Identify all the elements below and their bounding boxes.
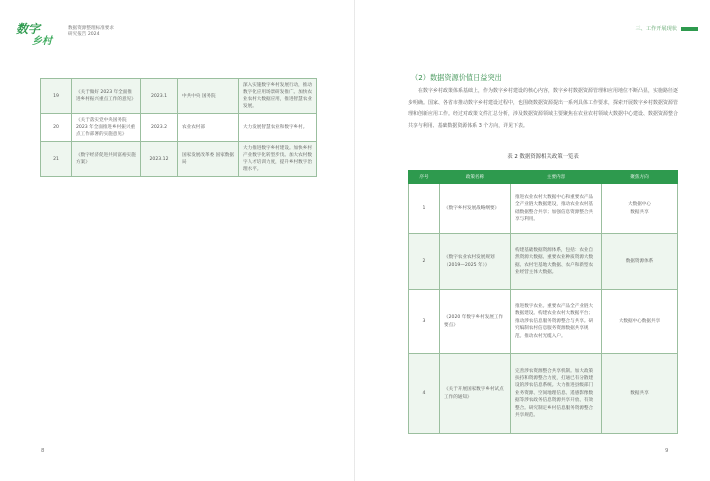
table-row xyxy=(41,114,317,142)
policy-name: 《关于开展国家数字乡村试点工作的通知》 xyxy=(440,354,511,434)
section-title: （2）数据资源价值日益突出 xyxy=(411,73,502,82)
logo-text-bottom: 乡村 xyxy=(32,36,52,46)
section-header xyxy=(635,25,698,32)
policy-name: 《数字经济促进共同富裕实施方案》 xyxy=(72,142,141,177)
policy-content: 构建基础数据资源体系，包括：农业自然资源大数据、重要农业种质资源大数据、农村宅基地大数据、农户和新型农业经营主体大数据。 xyxy=(511,234,602,290)
table-row xyxy=(409,290,678,354)
policy-name: 《关于落实党中央国务院 2023 年全面推进乡村振兴重点工作部署的实施意见》 xyxy=(72,114,141,142)
row-number: 19 xyxy=(41,79,72,114)
policy-content: 大力推进数字乡村建设。加快乡村产业数字化转型步伐。加大农村数字人才培训力度，提升乡村数字治理水平。 xyxy=(239,142,317,177)
focus-direction: 大数据中心数据共享 xyxy=(602,290,678,354)
table-row xyxy=(409,184,678,234)
policy-content: 推进农业农村大数据中心和重要农产品全产业链大数据建设，推动农业农村基础数据整合共享；加强信息资源整合共享与利用。 xyxy=(511,184,602,234)
col-header-number: 序号 xyxy=(409,171,440,184)
table-row xyxy=(409,354,678,434)
policy-org: 中共中央 国务院 xyxy=(178,79,239,114)
row-number: 3 xyxy=(409,290,440,354)
policy-content: 深入实施数字乡村发展行动，推动数字化应用场景研发推广。加快农业农村大数据应用，推进智慧农业发展。 xyxy=(239,79,317,114)
page-number-right: 9 xyxy=(665,448,669,454)
policy-content: 大力发展智慧农业和数字乡村。 xyxy=(239,114,317,142)
row-number: 1 xyxy=(409,184,440,234)
policy-org: 农业农村部 xyxy=(178,114,239,142)
table-header-row xyxy=(409,171,678,184)
policy-content: 推进数字农业。重要农产品全产业链大数据建设。构建农业农村大数据平台；推动涉农信息服务资源整合与共享。研究编制农村信息服务资源数据共享规范。推动农村光缆入户。 xyxy=(511,290,602,354)
table-row xyxy=(409,234,678,290)
section-header-text: 三、工作开展现状 xyxy=(635,26,677,32)
policy-date: 2023.1 xyxy=(141,79,178,114)
col-header-policy: 政策名称 xyxy=(440,171,511,184)
row-number: 20 xyxy=(41,114,72,142)
col-header-content: 主要内容 xyxy=(511,171,602,184)
header-accent-bar xyxy=(681,27,698,31)
policy-table xyxy=(408,170,678,434)
logo-text-top: 数字 xyxy=(16,22,41,36)
row-number: 4 xyxy=(409,354,440,434)
brand-line-2: 研究报告 2024 xyxy=(68,32,100,37)
policy-date: 2023.2 xyxy=(141,114,178,142)
policy-table-continued xyxy=(40,78,317,177)
table-caption: 表 2 数据资源相关政策一览表 xyxy=(507,154,579,160)
brand-text xyxy=(68,26,114,38)
policy-name: 《数字农业农村发展规划（2019—2025 年）》 xyxy=(440,234,511,290)
focus-direction: 数据共享 xyxy=(602,354,678,434)
body-paragraph: 在数字乡村政策体系基础上，作为数字乡村建设的核心内容，数字乡村数据资源管理和应用地位不断凸显，实施路径逐步明确。国家、各省市推动数字乡村建设过程中，也围绕数据资源提出一系列具体工作要求，探索开展数字乡村数据资源管理和创新应用工作。经过对政策文件汇总分析，涉及数据资源领域主要聚焦在农业农村领域大数据中心建设、数据资源整合共享与利用、基础数据资源体系 3 个方向，详见下表。 xyxy=(408,88,678,129)
brand-line-1: 数据资源整理标准要求 xyxy=(68,26,114,31)
focus-direction: 数据资源体系 xyxy=(602,234,678,290)
policy-org: 国家发展改革委 国家数据局 xyxy=(178,142,239,177)
table-row xyxy=(41,79,317,114)
policy-name: 《2020 年数字乡村发展工作要点》 xyxy=(440,290,511,354)
table-row xyxy=(41,142,317,177)
focus-direction: 大数据中心 数据共享 xyxy=(602,184,678,234)
row-number: 21 xyxy=(41,142,72,177)
col-header-direction: 聚焦方向 xyxy=(602,171,678,184)
row-number: 2 xyxy=(409,234,440,290)
page-number-left: 8 xyxy=(41,448,45,454)
policy-content: 完善涉农资源整合共享机制。加大政策扶持和资源整合力度，打通已有分散建设的涉农信息系统。大力推进县级部门业务资源、空间地理信息、遥感影像数据等涉农政务信息资源共享开放、有效整合。研究制定乡村信息服务资源整合共享规范。 xyxy=(511,354,602,434)
policy-name: 《数字乡村发展战略纲要》 xyxy=(440,184,511,234)
logo xyxy=(16,20,64,46)
policy-name: 《关于做好 2023 年全面推进乡村振兴重点工作的意见》 xyxy=(72,79,141,114)
policy-date: 2023.12 xyxy=(141,142,178,177)
